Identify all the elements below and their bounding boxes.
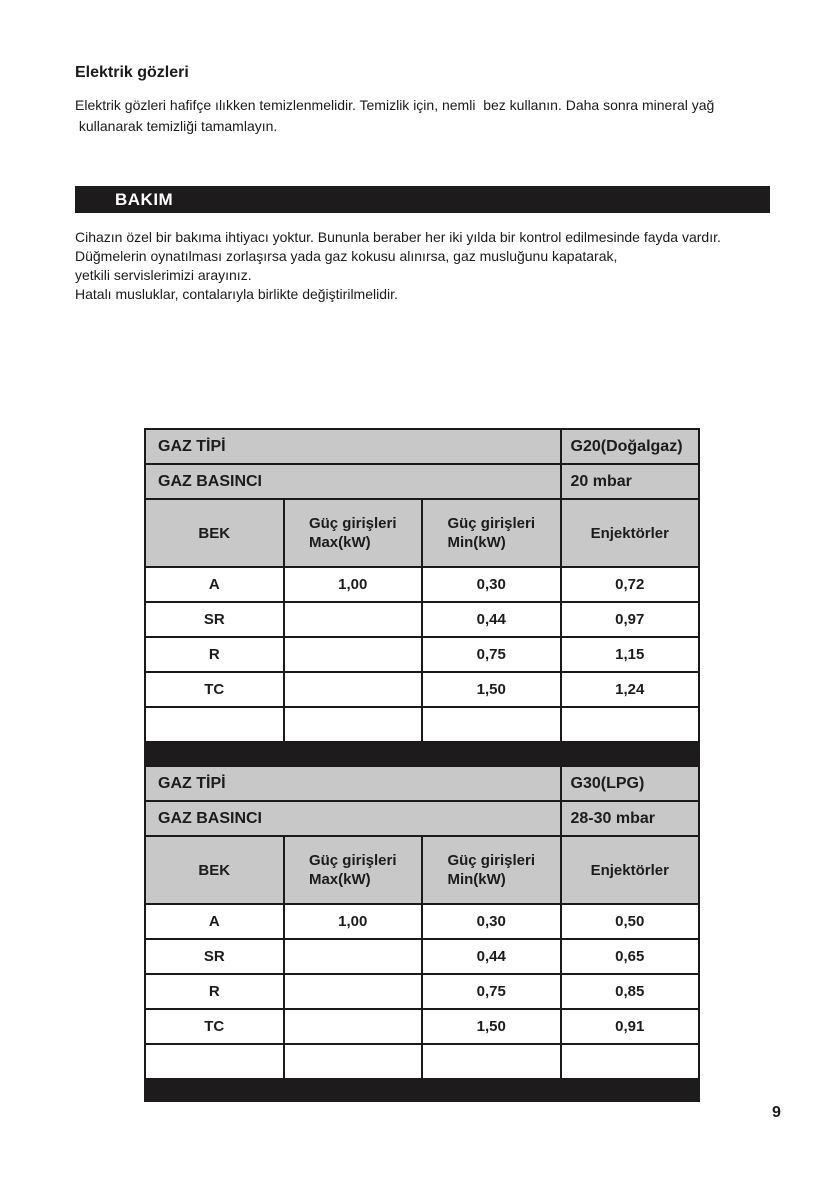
- data-cell: [145, 707, 284, 742]
- data-cell: [284, 974, 423, 1009]
- data-cell: 1,24: [561, 672, 700, 707]
- gas-spec-table: [144, 428, 700, 743]
- data-cell: 0,30: [422, 567, 561, 602]
- maintenance-section-title: BAKIM: [115, 189, 174, 209]
- gas_type-label-cell: GAZ TİPİ: [145, 766, 561, 801]
- gas_pressure-value-cell: 28-30 mbar: [561, 801, 700, 836]
- data-cell: 0,97: [561, 602, 700, 637]
- column-header-cell: [422, 499, 561, 567]
- gas_pressure-label-cell: GAZ BASINCI: [145, 801, 561, 836]
- column-header-row: [145, 499, 699, 567]
- gas-type-row: [145, 766, 699, 801]
- table-separator-bar: [144, 743, 700, 765]
- column-header-text: Güç girişleri Min(kW): [447, 852, 536, 888]
- paragraph-line: Cihazın özel bir bakıma ihtiyacı yoktur. Bununla beraber her iki yılda bir kontrol edilmesinde fayda vardır.: [75, 229, 721, 245]
- data-cell: 0,85: [561, 974, 700, 1009]
- table-row: [145, 567, 699, 602]
- data-cell: 1,00: [284, 567, 423, 602]
- table-row: [145, 672, 699, 707]
- column-header-row: [145, 836, 699, 904]
- data-cell: A: [145, 567, 284, 602]
- paragraph-line: Elektrik gözleri hafifçe ılıkken temizlenmelidir. Temizlik için, nemli bez kullanın. Daha sonra mineral yağ: [75, 97, 715, 113]
- data-cell: [284, 1009, 423, 1044]
- gas-spec-table: [144, 765, 700, 1080]
- data-cell: R: [145, 637, 284, 672]
- data-cell: SR: [145, 939, 284, 974]
- data-cell: 0,65: [561, 939, 700, 974]
- column-header-cell: BEK: [145, 499, 284, 567]
- table-row: [145, 939, 699, 974]
- data-cell: 0,44: [422, 602, 561, 637]
- data-cell: [422, 1044, 561, 1079]
- data-cell: [284, 672, 423, 707]
- data-cell: 1,50: [422, 1009, 561, 1044]
- data-cell: TC: [145, 1009, 284, 1044]
- data-cell: [284, 602, 423, 637]
- column-header-cell: [284, 836, 423, 904]
- data-cell: 1,50: [422, 672, 561, 707]
- gas_type-value-cell: G20(Doğalgaz): [561, 429, 700, 464]
- data-cell: 0,91: [561, 1009, 700, 1044]
- data-cell: SR: [145, 602, 284, 637]
- table-row: [145, 1044, 699, 1079]
- data-cell: 0,50: [561, 904, 700, 939]
- page-number: 9: [772, 1104, 781, 1121]
- maintenance-paragraph: [75, 228, 795, 304]
- data-cell: 0,30: [422, 904, 561, 939]
- data-cell: 0,72: [561, 567, 700, 602]
- column-header-cell: Enjektörler: [561, 836, 700, 904]
- electric-burners-heading: Elektrik gözleri: [75, 64, 189, 81]
- data-cell: 1,15: [561, 637, 700, 672]
- gas_pressure-value-cell: 20 mbar: [561, 464, 700, 499]
- paragraph-line: kullanarak temizliği tamamlayın.: [75, 118, 278, 134]
- table-separator-bar: [144, 1080, 700, 1102]
- column-header-text: Güç girişleri Max(kW): [308, 515, 397, 551]
- gas_type-value-cell: G30(LPG): [561, 766, 700, 801]
- table-row: [145, 1009, 699, 1044]
- data-cell: [284, 707, 423, 742]
- data-cell: A: [145, 904, 284, 939]
- gas-pressure-row: [145, 801, 699, 836]
- data-cell: [561, 1044, 700, 1079]
- paragraph-line: yetkili servislerimizi arayınız.: [75, 267, 252, 283]
- data-cell: [284, 1044, 423, 1079]
- gas_pressure-label-cell: GAZ BASINCI: [145, 464, 561, 499]
- data-cell: TC: [145, 672, 284, 707]
- table-row: [145, 904, 699, 939]
- column-header-cell: [284, 499, 423, 567]
- maintenance-section-bar: [75, 186, 770, 213]
- column-header-cell: [422, 836, 561, 904]
- table-row: [145, 637, 699, 672]
- data-cell: [422, 707, 561, 742]
- data-cell: 0,75: [422, 974, 561, 1009]
- data-cell: 0,75: [422, 637, 561, 672]
- paragraph-line: Hatalı musluklar, contalarıyla birlikte değiştirilmelidir.: [75, 286, 398, 302]
- electric-burners-paragraph: [75, 95, 785, 137]
- table-row: [145, 602, 699, 637]
- column-header-cell: Enjektörler: [561, 499, 700, 567]
- column-header-text: Güç girişleri Max(kW): [308, 852, 397, 888]
- data-cell: [145, 1044, 284, 1079]
- data-cell: [284, 939, 423, 974]
- data-cell: 1,00: [284, 904, 423, 939]
- data-cell: 0,44: [422, 939, 561, 974]
- column-header-cell: BEK: [145, 836, 284, 904]
- gas-type-row: [145, 429, 699, 464]
- table-row: [145, 974, 699, 1009]
- data-cell: [284, 637, 423, 672]
- gas_type-label-cell: GAZ TİPİ: [145, 429, 561, 464]
- table-row: [145, 707, 699, 742]
- column-header-text: Güç girişleri Min(kW): [447, 515, 536, 551]
- gas-pressure-row: [145, 464, 699, 499]
- paragraph-line: Düğmelerin oynatılması zorlaşırsa yada gaz kokusu alınırsa, gaz musluğunu kapatarak,: [75, 248, 618, 264]
- gas-spec-tables: [144, 428, 700, 1102]
- data-cell: R: [145, 974, 284, 1009]
- data-cell: [561, 707, 700, 742]
